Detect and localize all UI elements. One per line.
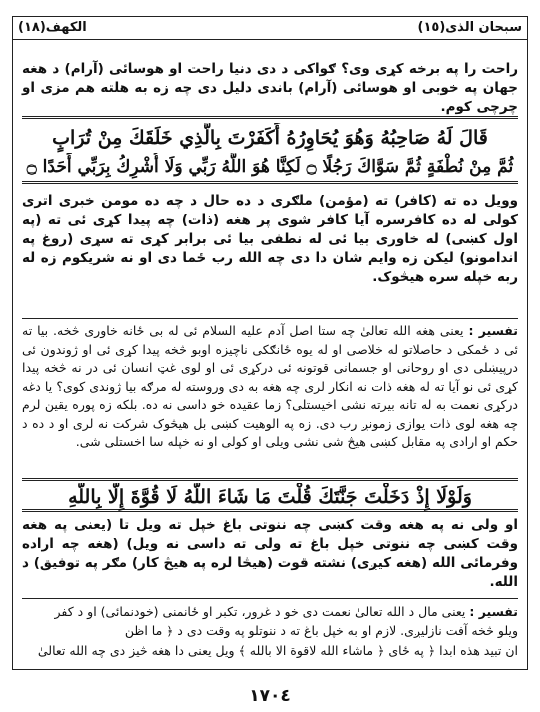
page-number: ١٧٠٤ xyxy=(249,686,291,706)
translation-2: او ولی نه په هغه وقت کښی چه ننوتی باغ خپل ته ویل تا (یعنی په هغه وقت کښی چه ننوتی خپل باغ ته ولی ته داسی نه ویل) (هغه چه اراده وفرمائی الله (هغه کیږی) نشته قوت (هیڅا لره په هیڅ کار) مګر په توفیق) د الله. xyxy=(22,517,518,590)
tafsir-2 xyxy=(22,602,518,662)
tafsir-1 xyxy=(22,322,518,470)
verse-box-1 xyxy=(22,116,518,184)
surah-juz-header: سبحان الذی(١٥) xyxy=(417,20,522,35)
verse-2-line-1: وَلَوْلَا إِذْ دَخَلْتَ جَنَّتَكَ قُلْتَ مَا شَاءَ اللَّهُ لَا قُوَّةَ إِلَّا بِاللَّهِ xyxy=(68,486,472,508)
divider-1 xyxy=(22,318,518,319)
tafsir-1-text: یعنی هغه الله تعالیٰ چه ستا اصل آدم علیه السلام ئی له بی ځانه خاوری څخه. بیا ته ئی د ځمکی د حاصلاتو له خلاصی او له یوه ځانګکی ناچیزه اوبو څخه پیدا کړی ئی او ژوندون ئی درپیښلی دی او روحانی او جسمانی قوتونه ئی درکړی ئی او لوی غټ انسان ئی در نه څخه پیدا کړی ئی نو آیا ته له هغه ذات نه انکار لری چه هغه به دی وروسته له مرګه بیا ژوندی کوی؟ یا دغه درکړی نعمت به له تانه بیرته نشی اخیستلی؟ زما عقیده خو داسی نه ده. بلکه زه پوره یقین لرم چه هغه لوی ذات یوازی زمونږ رب دی. زه په الوهیت کښی بل هیڅوک شرکت نه لری او د ده د حکم او ارادی په مقابل کښی هیڅ شی نشی ویلی او کولی او نه خپله سا اخستلی شی. xyxy=(22,323,518,449)
quote-ornament-icon: ﴿ xyxy=(166,624,174,638)
verse-box-2 xyxy=(22,478,518,512)
top-paragraph: راحت را په برخه کړی وی؟ ګواکی د دی دنیا راحت او هوسائی (آرام) د هغه جهان په خوبی او هوسائی (آرام) باندی دلیل دی چه زه به هلته هم مزی او چرچی کوم. xyxy=(22,61,518,115)
tafsir-2-line-3 xyxy=(22,641,518,660)
tafsir-2-quote-a: ما اظن xyxy=(124,623,163,638)
divider-2 xyxy=(22,598,518,599)
verse-1-line-2: ثُمَّ مِنْ نُطْفَةٍ ثُمَّ سَوَّاكَ رَجُلًا ۝ لَكِنَّا هُوَ اللَّهُ رَبِّي وَلَا أُشْرِكُ بِرَبِّي أَحَدًا ۝ xyxy=(26,157,514,177)
tafsir-2-line-1-text: یعنی مال د الله تعالیٰ نعمت دی خو د غرور، تکبر او ځانمنی (خودنمائی) او د کفر xyxy=(54,604,466,619)
header-divider xyxy=(12,39,528,40)
translation-1: وویل ده ته (کافر) ته (مؤمن) ملګری د ده حال د چه ده مومن خبری اتری کولی له ده کافرسره آیا کافر شوی پر هغه (ذات) چه پیدا کړی ئی ته (په اول کښی) له خاوری بیا ئی له نطفی بیا ئی برابر کړی ته سړی (روغ په اندامونو) لیکن زه وایم شان دا دی چه الله رب ځما دی او نه شریکوم زه له ربه خپله سره هیڅوک. xyxy=(22,193,518,285)
tafsir-2-line-2-text: ویلو څخه آفت نازلیږی. لازم او به خپل باغ ته د ننوتلو په وقت دی د xyxy=(177,623,518,638)
tafsir-1-label: تفسیر : xyxy=(468,323,518,338)
surah-name-header: الکهف(١٨) xyxy=(18,20,87,35)
tafsir-2-line-2 xyxy=(22,621,518,641)
tafsir-2-label: تفسیر : xyxy=(469,604,518,619)
verse-1-line-1: قَالَ لَهُ صَاحِبُهُ وَهُوَ يُحَاوِرُهُ أَكَفَرْتَ بِالَّذِي خَلَقَكَ مِنْ تُرَابٍ xyxy=(52,127,488,149)
tafsir-2-line-3-text: ان تبید هذه ابدا ﴿ په ځای ﴿ ماشاء الله لاقوة الا بالله ﴾ ویل یعنی دا هغه څیز دی چه الله تعالیٰ xyxy=(37,643,518,658)
tafsir-2-line-1 xyxy=(22,602,518,621)
